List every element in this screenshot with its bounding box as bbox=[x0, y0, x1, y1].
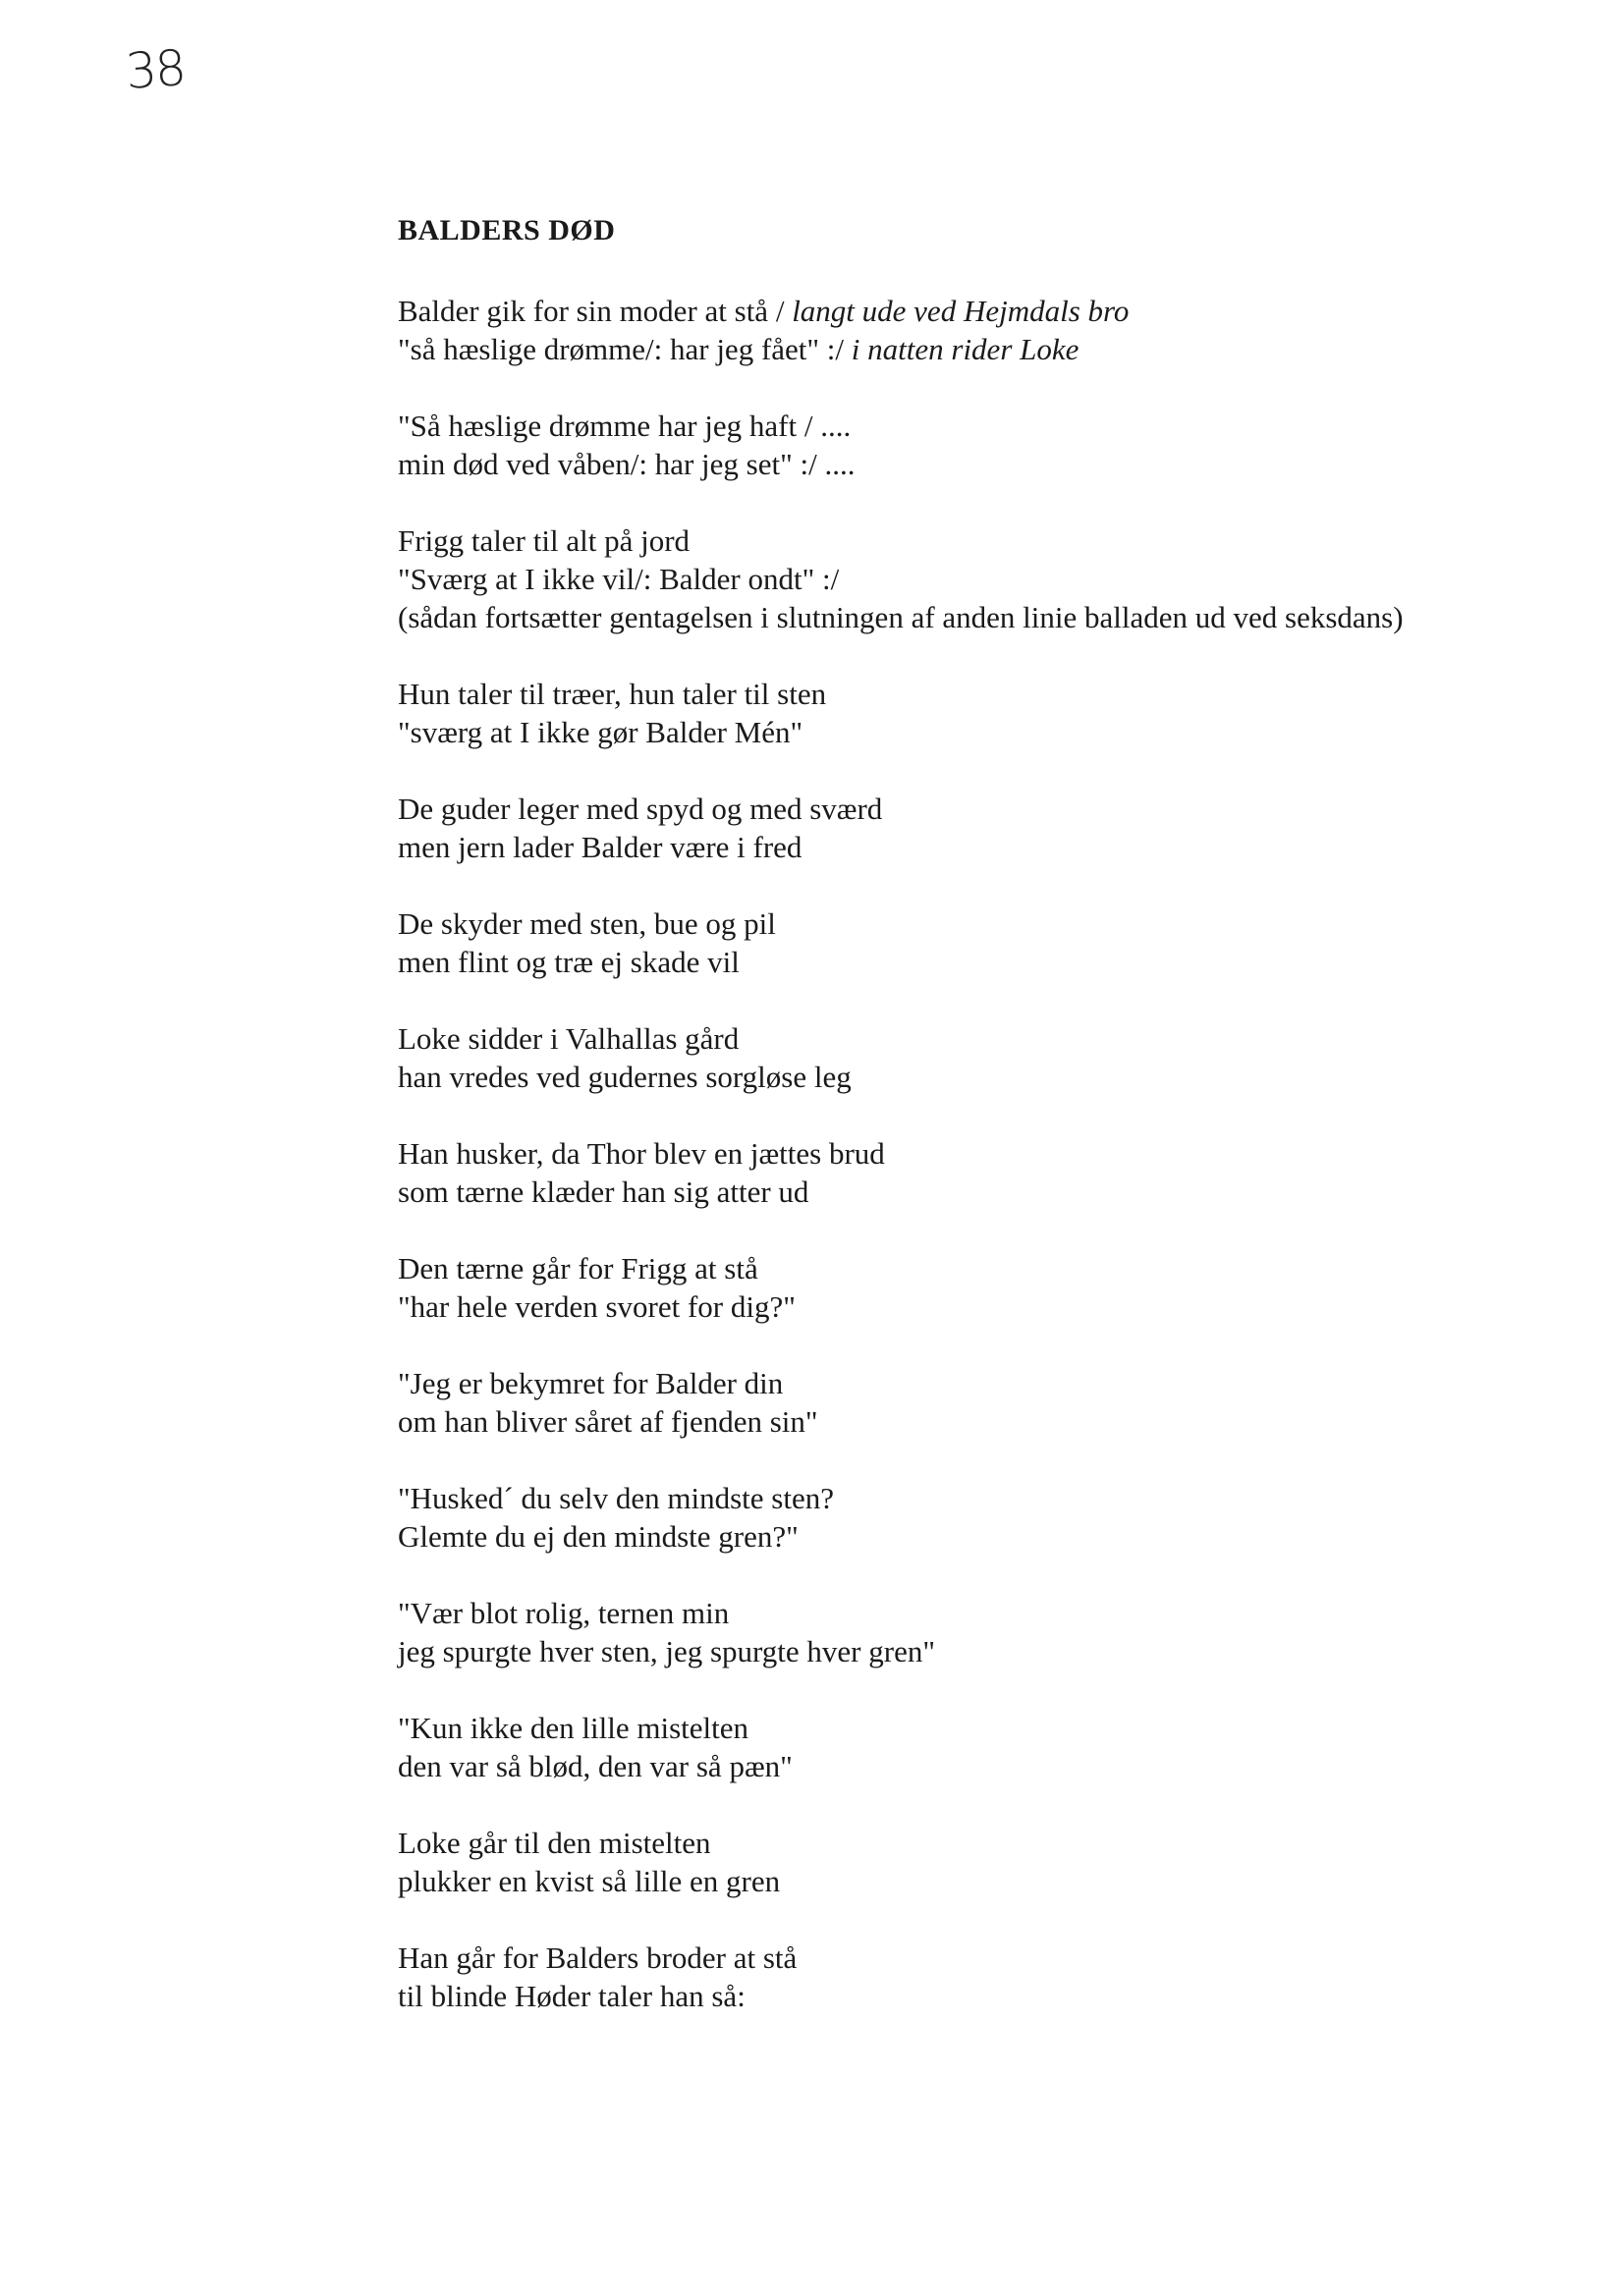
stanza bbox=[398, 1709, 1527, 1785]
poem-line bbox=[398, 1594, 1527, 1632]
line-text: jeg spurgte hver sten, jeg spurgte hver gren" bbox=[398, 1634, 935, 1668]
poem-line bbox=[398, 1977, 1527, 2015]
poem-line bbox=[398, 1364, 1527, 1402]
stanza bbox=[398, 1939, 1527, 2015]
line-text: "har hele verden svoret for dig?" bbox=[398, 1289, 796, 1324]
poem-line bbox=[398, 1632, 1527, 1670]
poem-line bbox=[398, 1747, 1527, 1785]
line-text: den var så blød, den var så pæn" bbox=[398, 1749, 793, 1783]
line-text: "Jeg er bekymret for Balder din bbox=[398, 1366, 784, 1400]
poem-line bbox=[398, 1134, 1527, 1173]
line-text: (sådan fortsætter gentagelsen i slutningen af anden linie balladen ud ved seksdans) bbox=[398, 600, 1404, 634]
poem-line bbox=[398, 407, 1527, 445]
line-text: min død ved våben/: har jeg set" :/ .... bbox=[398, 447, 856, 481]
line-text: Han går for Balders broder at stå bbox=[398, 1941, 798, 1975]
line-text: "Så hæslige drømme har jeg haft / .... bbox=[398, 409, 852, 443]
stanza bbox=[398, 521, 1527, 636]
poem-line bbox=[398, 1402, 1527, 1441]
line-text: Loke sidder i Valhallas gård bbox=[398, 1021, 740, 1056]
stanza bbox=[398, 292, 1527, 368]
poem-stanzas bbox=[398, 292, 1527, 2015]
poem-line bbox=[398, 1939, 1527, 1977]
poem-line bbox=[398, 521, 1527, 560]
poem-line bbox=[398, 1517, 1527, 1556]
poem-line bbox=[398, 292, 1527, 330]
line-text: De guder leger med spyd og med sværd bbox=[398, 792, 883, 826]
stanza bbox=[398, 1019, 1527, 1096]
line-text: Han husker, da Thor blev en jættes brud bbox=[398, 1136, 885, 1171]
line-text: Hun taler til træer, hun taler til sten bbox=[398, 677, 827, 711]
poem-line bbox=[398, 1019, 1527, 1058]
page-number: 38 bbox=[124, 38, 187, 101]
line-text: til blinde Høder taler han så: bbox=[398, 1979, 746, 2013]
line-text: Balder gik for sin moder at stå / bbox=[398, 294, 793, 328]
line-text: som tærne klæder han sig atter ud bbox=[398, 1175, 809, 1209]
stanza bbox=[398, 1134, 1527, 1211]
stanza bbox=[398, 1479, 1527, 1556]
line-text: men flint og træ ej skade vil bbox=[398, 945, 740, 979]
poem-line bbox=[398, 1173, 1527, 1211]
poem-line bbox=[398, 330, 1527, 368]
line-text: "Sværg at I ikke vil/: Balder ondt" :/ bbox=[398, 562, 840, 596]
stanza bbox=[398, 1364, 1527, 1441]
poem-line bbox=[398, 790, 1527, 828]
poem-content bbox=[398, 211, 1527, 2053]
poem-line bbox=[398, 1249, 1527, 1287]
line-text: "så hæslige drømme/: har jeg fået" :/ bbox=[398, 332, 852, 366]
poem-line bbox=[398, 1058, 1527, 1096]
line-text: Loke går til den mistelten bbox=[398, 1826, 711, 1860]
line-text: Glemte du ej den mindste gren?" bbox=[398, 1519, 799, 1554]
poem-line bbox=[398, 1479, 1527, 1517]
poem-line bbox=[398, 675, 1527, 713]
line-text: Frigg taler til alt på jord bbox=[398, 523, 691, 558]
line-italic-refrain: i natten rider Loke bbox=[851, 332, 1079, 366]
line-text: men jern lader Balder være i fred bbox=[398, 830, 802, 864]
stanza bbox=[398, 790, 1527, 866]
poem-line bbox=[398, 713, 1527, 751]
stanza bbox=[398, 407, 1527, 483]
line-text: om han bliver såret af fjenden sin" bbox=[398, 1404, 818, 1439]
poem-line bbox=[398, 904, 1527, 943]
poem-line bbox=[398, 1824, 1527, 1862]
poem-line bbox=[398, 1709, 1527, 1747]
stanza bbox=[398, 1594, 1527, 1670]
stanza bbox=[398, 904, 1527, 981]
line-italic-refrain: langt ude ved Hejmdals bro bbox=[792, 294, 1130, 328]
poem-line bbox=[398, 598, 1527, 636]
line-text: De skyder med sten, bue og pil bbox=[398, 906, 776, 941]
poem-line bbox=[398, 1287, 1527, 1326]
poem-line bbox=[398, 943, 1527, 981]
poem-line bbox=[398, 828, 1527, 866]
stanza bbox=[398, 1249, 1527, 1326]
line-text: "Kun ikke den lille mistelten bbox=[398, 1711, 749, 1745]
line-text: plukker en kvist så lille en gren bbox=[398, 1864, 781, 1898]
line-text: "Husked´ du selv den mindste sten? bbox=[398, 1481, 834, 1515]
poem-line bbox=[398, 560, 1527, 598]
line-text: Den tærne går for Frigg at stå bbox=[398, 1251, 758, 1285]
line-text: "Vær blot rolig, ternen min bbox=[398, 1596, 730, 1630]
stanza bbox=[398, 1824, 1527, 1900]
poem-line bbox=[398, 1862, 1527, 1900]
stanza bbox=[398, 675, 1527, 751]
poem-title: BALDERS DØD bbox=[398, 214, 616, 246]
poem-line bbox=[398, 445, 1527, 483]
line-text: han vredes ved gudernes sorgløse leg bbox=[398, 1060, 852, 1094]
line-text: "sværg at I ikke gør Balder Mén" bbox=[398, 715, 803, 749]
